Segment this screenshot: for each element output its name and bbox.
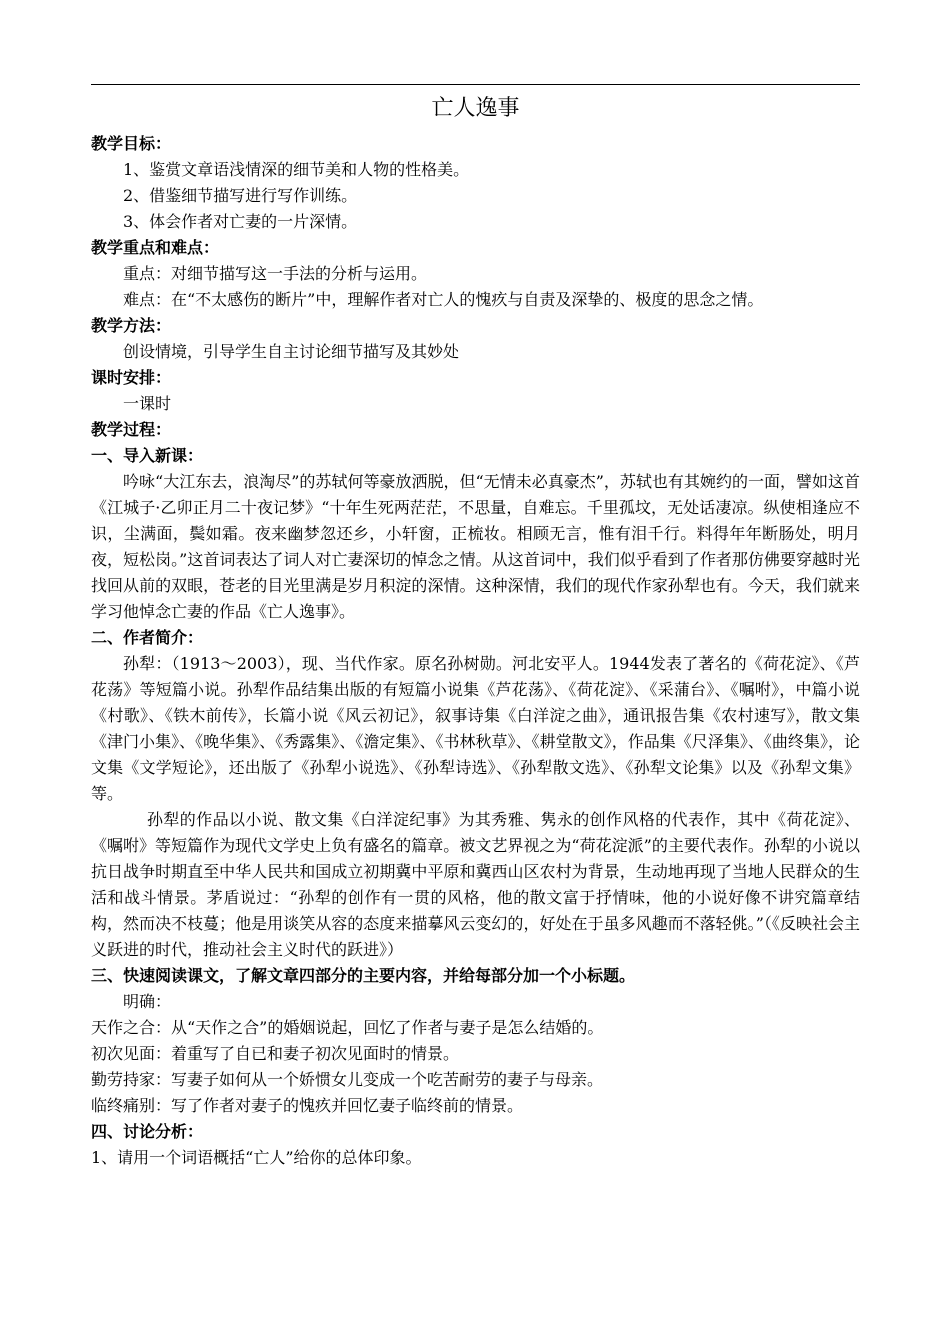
difficult-point: 难点：在“不太感伤的断片”中，理解作者对亡人的愧疚与自责及深挚的、极度的思念之情。 xyxy=(123,290,764,309)
reading-part: 初次见面：着重写了自已和妻子初次见面时的情景。 xyxy=(91,1044,460,1063)
reading-part: 临终痛别：写了作者对妻子的愧疚并回忆妻子临终前的情景。 xyxy=(91,1096,524,1115)
goals-heading: 教学目标： xyxy=(91,134,172,153)
process-heading: 教学过程： xyxy=(91,420,172,439)
document-page xyxy=(91,84,860,1171)
keypoints-heading: 教学重点和难点： xyxy=(91,238,220,257)
method-heading: 教学方法： xyxy=(91,316,172,335)
discussion-question: 1、请用一个词语概括“亡人”给你的总体印象。 xyxy=(91,1148,422,1167)
discussion-heading: 四、讨论分析： xyxy=(91,1122,204,1141)
reading-part: 天作之合：从“天作之合”的婚姻说起，回忆了作者与妻子是怎么结婚的。 xyxy=(91,1018,604,1037)
author-paragraph-1: 孙犁：（1913～2003），现、当代作家。原名孙树勋。河北安平人。1944发表了著名的《荷花淀》、《芦花荡》等短篇小说。孙犁作品结集出版的有短篇小说集《芦花荡》、《荷花淀》、《采蒲台》、《嘱咐》，中篇小说《村歌》、《铁木前传》，长篇小说《风云初记》，叙事诗集《白洋淀之曲》，通讯报告集《农村速写》，散文集《津门小集》、《晚华集》、《秀露集》、《澹定集》、《书林秋草》、《耕堂散文》，作品集《尺泽集》、《曲终集》，论文集《文学短论》，还出版了《孙犁小说选》、《孙犁诗选》、《孙犁散文选》、《孙犁文论集》以及《孙犁文集》等。 xyxy=(91,654,860,803)
document-title: 亡人逸事 xyxy=(431,96,520,121)
reading-label: 明确： xyxy=(123,992,172,1011)
intro-paragraph: 吟咏“大江东去，浪淘尽”的苏轼何等豪放洒脱，但“无情未必真豪杰”，苏轼也有其婉约的一面，譬如这首《江城子·乙卯正月二十夜记梦》“十年生死两茫茫，不思量，自难忘。千里孤坟，无处话凄凉。纵使相逢应不识，尘满面，鬓如霜。夜来幽梦忽还乡，小轩窗，正梳妆。相顾无言，惟有泪千行。料得年年断肠处，明月夜，短松岗。”这首词表达了词人对亡妻深切的悼念之情。从这首词中，我们似乎看到了作者那仿佛要穿越时光找回从前的双眼，苍老的目光里满是岁月积淀的深情。这种深情，我们的现代作家孙犁也有。今天，我们就来学习他悼念亡妻的作品《亡人逸事》。 xyxy=(91,472,860,621)
goal-item: 1、鉴赏文章语浅情深的细节美和人物的性格美。 xyxy=(123,160,470,179)
header-rule xyxy=(91,84,860,85)
schedule-text: 一课时 xyxy=(123,394,172,413)
reading-part: 勤劳持家：写妻子如何从一个娇惯女儿变成一个吃苦耐劳的妻子与母亲。 xyxy=(91,1070,604,1089)
author-paragraph-2: 孙犁的作品以小说、散文集《白洋淀纪事》为其秀雅、隽永的创作风格的代表作，其中《荷花淀》、《嘱咐》等短篇作为现代文学史上负有盛名的篇章。被文艺界视之为“荷花淀派”的主要代表作。孙犁的小说以抗日战争时期直至中华人民共和国成立初期冀中平原和冀西山区农村为背景，生动地再现了当地人民群众的生活和战斗情景。茅盾说过：“孙犁的创作有一贯的风格，他的散文富于抒情味，他的小说好像不讲究篇章结构，然而决不枝蔓；他是用谈笑从容的态度来描摹风云变幻的，好处在于虽多风趣而不落轻佻。”（《反映社会主义跃进的时代，推动社会主义时代的跃进》） xyxy=(91,810,860,959)
goal-item: 2、借鉴细节描写进行写作训练。 xyxy=(123,186,358,205)
intro-heading: 一、导入新课： xyxy=(91,446,204,465)
schedule-heading: 课时安排： xyxy=(91,368,172,387)
reading-heading: 三、快速阅读课文，了解文章四部分的主要内容，并给每部分加一个小标题。 xyxy=(91,966,636,985)
author-heading: 二、作者简介： xyxy=(91,628,204,647)
goal-item: 3、体会作者对亡妻的一片深情。 xyxy=(123,212,358,231)
method-text: 创设情境，引导学生自主讨论细节描写及其妙处 xyxy=(123,342,460,361)
key-point: 重点：对细节描写这一手法的分析与运用。 xyxy=(123,264,428,283)
